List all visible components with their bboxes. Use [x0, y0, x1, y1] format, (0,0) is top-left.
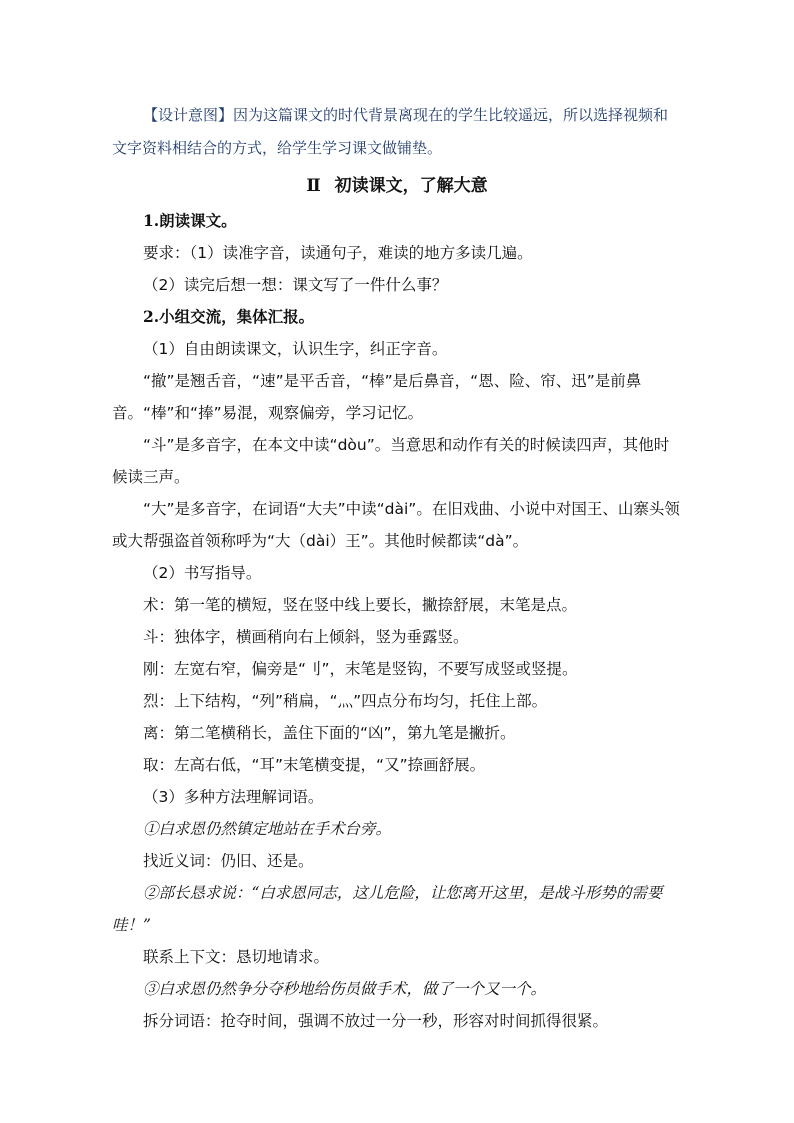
writing-guide-title: （2）书写指导。 [143, 564, 262, 582]
example-method-2: 联系上下文：恳切地请求。 [143, 948, 330, 966]
pronunciation-note-2: “斗”是多音字，在本文中读“dòu”。当意思和动作有关的时候读四声，其他时候读三声。 [112, 436, 670, 486]
pronunciation-note-3: “大”是多音字，在词语“大夫”中读“dài”。在旧戏曲、小说中对国王、山寨头领或大帮强盗首领称呼为“大（dài）王”。其他时候都读“dà”。 [112, 500, 680, 550]
writing-guide-item: 术：第一笔的横短，竖在竖中线上要长，撇捺舒展，末笔是点。 [143, 596, 578, 614]
writing-guide-item: 刚：左宽右窄，偏旁是“刂”，末笔是竖钩，不要写成竖或竖提。 [143, 660, 578, 678]
document-body [112, 99, 682, 1037]
pronunciation-note-1: “撤”是翘舌音，“速”是平舌音，“棒”是后鼻音，“恩、险、帘、迅”是前鼻音。“棒”和“捧”易混，观察偏旁，学习记忆。 [112, 372, 642, 422]
writing-guide-item: 取：左高右低，“耳”末笔横变提，“又”捺画舒展。 [143, 756, 486, 774]
writing-guide-item: 斗：独体字，横画稍向右上倾斜，竖为垂露竖。 [143, 628, 469, 646]
step2-paragraph-1: （1）自由朗读课文，认识生字，纠正字音。 [143, 340, 448, 358]
step1-requirement-1: 要求：（1）读准字音，读通句子，难读的地方多读几遍。 [143, 244, 533, 262]
step1-title: 1.朗读课文。 [143, 211, 237, 230]
example-sentence-3: ③白求恩仍然争分夺秒地给伤员做手术，做了一个又一个。 [143, 980, 547, 998]
example-sentence-1: ①白求恩仍然镇定地站在手术台旁。 [143, 820, 392, 838]
step1-requirement-2: （2）读完后想一想：课文写了一件什么事？ [143, 276, 448, 294]
vocabulary-title: （3）多种方法理解词语。 [143, 788, 324, 806]
design-intent-note: 【设计意图】因为这篇课文的时代背景离现在的学生比较遥远，所以选择视频和文字资料相结合的方式，给学生学习课文做铺垫。 [112, 106, 669, 157]
example-sentence-2: ②部长恳求说：“白求恩同志，这儿危险，让您离开这里，是战斗形势的需要哇！” [112, 884, 663, 934]
step2-title: 2.小组交流，集体汇报。 [143, 307, 315, 326]
writing-guide-item: 离：第二笔横稍长，盖住下面的“凶”，第九笔是撇折。 [143, 724, 516, 742]
example-method-1: 找近义词：仍旧、还是。 [143, 852, 314, 870]
writing-guide-item: 烈：上下结构，“列”稍扁，“灬”四点分布均匀，托住上部。 [143, 692, 548, 710]
section-title: 初读课文，了解大意 [334, 176, 488, 196]
example-method-3: 拆分词语：抢夺时间，强调不放过一分一秒，形容对时间抓得很紧。 [143, 1012, 609, 1030]
section-heading [112, 167, 682, 205]
section-numeral: Ⅱ [306, 176, 321, 196]
